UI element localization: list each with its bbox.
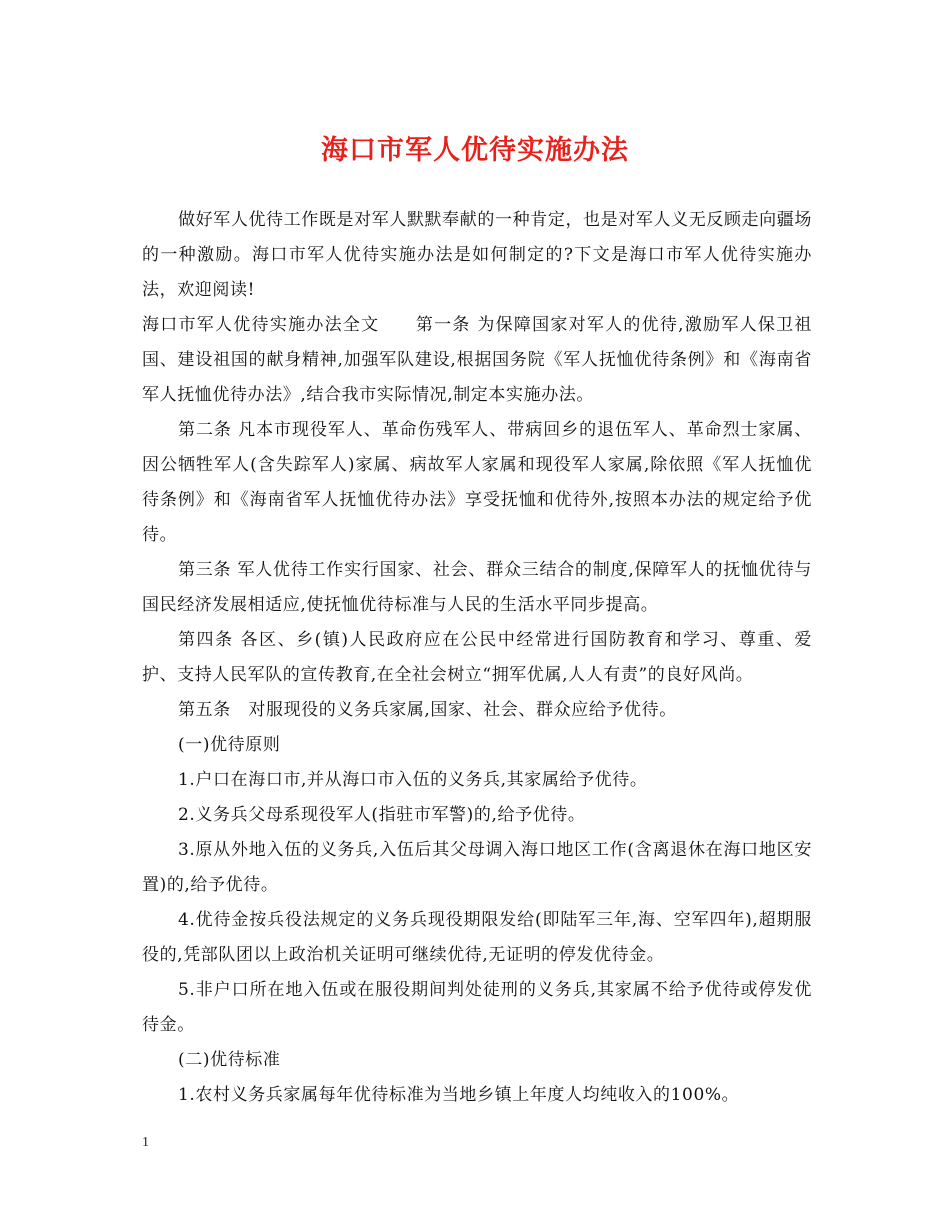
paragraph-heading-principles: (一)优待原则 xyxy=(178,735,281,755)
paragraph-principle-4: 4.优待金按兵役法规定的义务兵现役期限发给(即陆军三年,海、空军四年),超期服役的,凭部队团以上政治机关证明可继续优待,无证明的停发优待金。 xyxy=(142,910,812,965)
paragraph-standard-1: 1.农村义务兵家属每年优待标准为当地乡镇上年度人均纯收入的100%。 xyxy=(178,1085,740,1105)
paragraph-principle-3: 3.原从外地入伍的义务兵,入伍后其父母调入海口地区工作(含离退休在海口地区安置)的,给予优待。 xyxy=(142,840,812,895)
paragraph-article-1: 海口市军人优待实施办法全文 第一条 为保障国家对军人的优待,激励军人保卫祖国、建设祖国的献身精神,加强军队建设,根据国务院《军人抚恤优待条例》和《海南省军人抚恤优待办法》,结合我市实际情况,制定本实施办法。 xyxy=(142,315,812,405)
paragraph-article-4: 第四条 各区、乡(镇)人民政府应在公民中经常进行国防教育和学习、尊重、爱护、支持人民军队的宣传教育,在全社会树立“拥军优属,人人有责”的良好风尚。 xyxy=(142,630,812,685)
document-title: 海口市军人优待实施办法 xyxy=(321,135,629,166)
page-number: 1 xyxy=(142,1135,149,1150)
document-body xyxy=(142,203,812,1113)
paragraph-article-3: 第三条 军人优待工作实行国家、社会、群众三结合的制度,保障军人的抚恤优待与国民经济发展相适应,使抚恤优待标准与人民的生活水平同步提高。 xyxy=(142,560,812,615)
paragraph-principle-2: 2.义务兵父母系现役军人(指驻市军警)的,给予优待。 xyxy=(178,805,586,825)
paragraph-principle-1: 1.户口在海口市,并从海口市入伍的义务兵,其家属给予优待。 xyxy=(178,770,648,790)
paragraph-intro: 做好军人优待工作既是对军人默默奉献的一种肯定，也是对军人义无反顾走向疆场的一种激励。海口市军人优待实施办法是如何制定的?下文是海口市军人优待实施办法，欢迎阅读! xyxy=(142,210,812,300)
paragraph-heading-standards: (二)优待标准 xyxy=(178,1050,281,1070)
paragraph-principle-5: 5.非户口所在地入伍或在服役期间判处徒刑的义务兵,其家属不给予优待或停发优待金。 xyxy=(142,980,812,1035)
paragraph-article-5: 第五条 对服现役的义务兵家属,国家、社会、群众应给予优待。 xyxy=(178,700,677,720)
paragraph-article-2: 第二条 凡本市现役军人、革命伤残军人、带病回乡的退伍军人、革命烈士家属、因公牺牲军人(含失踪军人)家属、病故军人家属和现役军人家属,除依照《军人抚恤优待条例》和《海南省军人抚恤优待办法》享受抚恤和优待外,按照本办法的规定给予优待。 xyxy=(142,420,812,545)
